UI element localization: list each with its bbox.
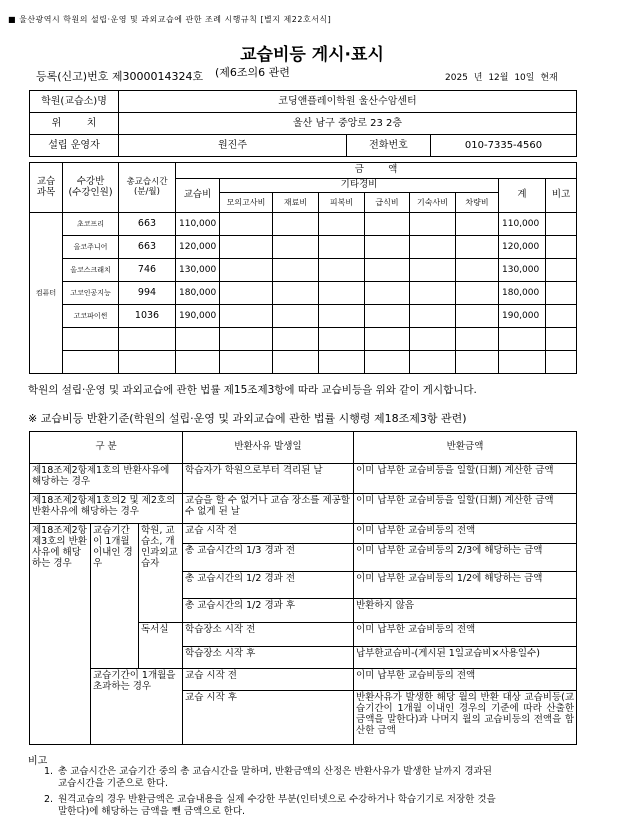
total: 190,000: [499, 305, 546, 328]
refund-occurrence: 교습 시작 전: [183, 524, 354, 544]
refund-amount: 반환사유가 발생한 해당 월의 반환 대상 교습비등(교습기간이 1개월 이내인 경우의 기준에 따라 산출한 금액을 말한다)과 나머지 월의 교습비등의 전액을 합산한 금액: [354, 691, 577, 745]
dorm-header: 기숙사비: [410, 193, 456, 213]
phone-label: 전화번호: [347, 135, 431, 157]
total-header: 계: [499, 179, 546, 213]
remarks-label: 비고: [28, 756, 48, 767]
remark-text: 원격교습의 경우 반환금액은 교습내용을 실제 수강한 부분(인터넷으로 수강하거나 학습기기로 저장한 것을: [58, 794, 496, 805]
occurrence-header: 반환사유 발생일: [183, 432, 354, 464]
minutes: 663: [119, 213, 176, 236]
refund-occurrence: 총 교습시간의 1/3 경과 전: [183, 544, 354, 572]
regulation-caption: ■ 울산광역시 학원의 설립·운영 및 과외교습에 관한 조례 시행규칙 [별지 제22호서식]: [8, 15, 332, 24]
table-row: [30, 236, 577, 259]
refund-occurrence: 학습장소 시작 후: [183, 647, 354, 669]
total: 110,000: [499, 213, 546, 236]
tuition-header: 교습비: [176, 179, 220, 213]
total: 120,000: [499, 236, 546, 259]
table-row: [30, 305, 577, 328]
academy-name-label: 학원(교습소)명: [30, 91, 119, 113]
case2-occurrence: 교습을 할 수 없거나 교습 장소를 제공할 수 없게 된 날: [183, 494, 354, 524]
case1-category: 제18조제2항제1호의 반환사유에 해당하는 경우: [30, 464, 183, 494]
refund-amount: 납부한교습비-(게시된 1일교습비×사용일수): [354, 647, 577, 669]
case2-amount: 이미 납부한 교습비등을 일할(日割) 계산한 금액: [354, 494, 577, 524]
academy-name-value: 코딩앤플레이학원 울산수암센터: [119, 91, 577, 113]
phone-value: 010-7335-4560: [431, 135, 577, 157]
minutes: 663: [119, 236, 176, 259]
refund-amount: 반환하지 않음: [354, 599, 577, 623]
tuition: 130,000: [176, 259, 220, 282]
category-header: 구 분: [30, 432, 183, 464]
refund-amount: 이미 납부한 교습비등의 2/3에 해당하는 금액: [354, 544, 577, 572]
tuition: 180,000: [176, 282, 220, 305]
total-time-header: 총교습시간 (분/월): [119, 163, 176, 213]
vehicle-header: 차량비: [456, 193, 499, 213]
remark-text: 총 교습시간은 교습기간 중의 총 교습시간을 말하며, 반환금액의 산정은 반환사유가 발생한 날까지 경과된: [58, 766, 492, 777]
refund-amount: 이미 납부한 교습비등의 전액: [354, 524, 577, 544]
article-reference: (제6조의6 관련: [215, 66, 290, 79]
other-expenses-header: 기타경비: [220, 179, 499, 193]
refund-table: [29, 431, 577, 745]
class-name: 고코파이썬: [63, 305, 119, 328]
case1-occurrence: 학습자가 학원으로부터 격리된 날: [183, 464, 354, 494]
refund-occurrence: 총 교습시간의 1/2 경과 전: [183, 572, 354, 599]
refund-section-title: ※ 교습비등 반환기준(학원의 설립·운영 및 과외교습에 관한 법률 시행령 제18조제3항 관련): [28, 412, 467, 425]
case2-category: 제18조제2항제1호의2 및 제2호의 반환사유에 해당하는 경우: [30, 494, 183, 524]
location-value: 울산 남구 중앙로 23 2층: [119, 113, 577, 135]
remark-item: [44, 766, 604, 790]
tuition: 120,000: [176, 236, 220, 259]
refund-occurrence: 총 교습시간의 1/2 경과 후: [183, 599, 354, 623]
page-title: 교습비등 게시·표시: [240, 45, 384, 65]
refund-occurrence: 학습장소 시작 전: [183, 623, 354, 647]
note-header: 비고: [546, 179, 577, 213]
class-name: 올코스크래치: [63, 259, 119, 282]
fees-table: [29, 162, 577, 374]
table-row: [30, 282, 577, 305]
case1-amount: 이미 납부한 교습비등을 일할(日割) 계산한 금액: [354, 464, 577, 494]
registration-number: 등록(신고)번호 제3000014324호: [36, 70, 204, 83]
class-name: 초코프리: [63, 213, 119, 236]
minutes: 746: [119, 259, 176, 282]
refund-occurrence: 교습 시작 후: [183, 691, 354, 745]
academy-info-table: [29, 90, 577, 157]
class-header: 수강반 (수강인원): [63, 163, 119, 213]
remark-text-cont: 교습시간을 기준으로 한다.: [58, 777, 169, 789]
within-month-label: 교습기간이 1개월 이내인 경우: [91, 524, 139, 669]
subject-header: 교습 과목: [30, 163, 63, 213]
minutes: 1036: [119, 305, 176, 328]
clothing-header: 피복비: [319, 193, 365, 213]
refund-amount: 이미 납부한 교습비등의 전액: [354, 623, 577, 647]
over-month-label: 교습기간이 1개월을 초과하는 경우: [91, 669, 183, 745]
refund-occurrence: 교습 시작 전: [183, 669, 354, 691]
total: 180,000: [499, 282, 546, 305]
refund-amount: 이미 납부한 교습비등의 전액: [354, 669, 577, 691]
remark-item: [44, 794, 604, 818]
academy-type-label: 학원, 교습소, 개인과외교습자: [139, 524, 183, 623]
location-label: 위 치: [30, 113, 119, 135]
remark-text-cont: 말한다)에 해당하는 금액을 뺀 금액으로 한다.: [58, 805, 246, 817]
mock-exam-header: 모의고사비: [220, 193, 273, 213]
table-row: [30, 213, 577, 236]
total: 130,000: [499, 259, 546, 282]
class-name: 고코인공지능: [63, 282, 119, 305]
tuition: 110,000: [176, 213, 220, 236]
amount-header: 금 액: [176, 163, 577, 179]
date-line: 2025 년 12월 10일 현재: [445, 73, 558, 83]
amount-header: 반환금액: [354, 432, 577, 464]
class-name: 올코주니어: [63, 236, 119, 259]
minutes: 994: [119, 282, 176, 305]
subject-cell: 컴퓨터: [30, 213, 63, 374]
founder-label: 설립 운영자: [30, 135, 119, 157]
refund-amount: 이미 납부한 교습비등의 1/2에 해당하는 금액: [354, 572, 577, 599]
meals-header: 급식비: [365, 193, 410, 213]
table-row-empty: [30, 328, 577, 351]
table-row: [30, 259, 577, 282]
remark-number: 2.: [44, 794, 54, 805]
tuition: 190,000: [176, 305, 220, 328]
materials-header: 재료비: [273, 193, 319, 213]
table-row-empty: [30, 351, 577, 374]
founder-value: 원진주: [119, 135, 347, 157]
remark-number: 1.: [44, 766, 54, 777]
posting-notice: 학원의 설립·운영 및 과외교습에 관한 법률 제15조제3항에 따라 교습비등을 위와 같이 게시합니다.: [28, 384, 477, 396]
case3-category: 제18조제2항제3호의 반환사유에 해당하는 경우: [30, 524, 91, 745]
study-room-label: 독서실: [139, 623, 183, 669]
